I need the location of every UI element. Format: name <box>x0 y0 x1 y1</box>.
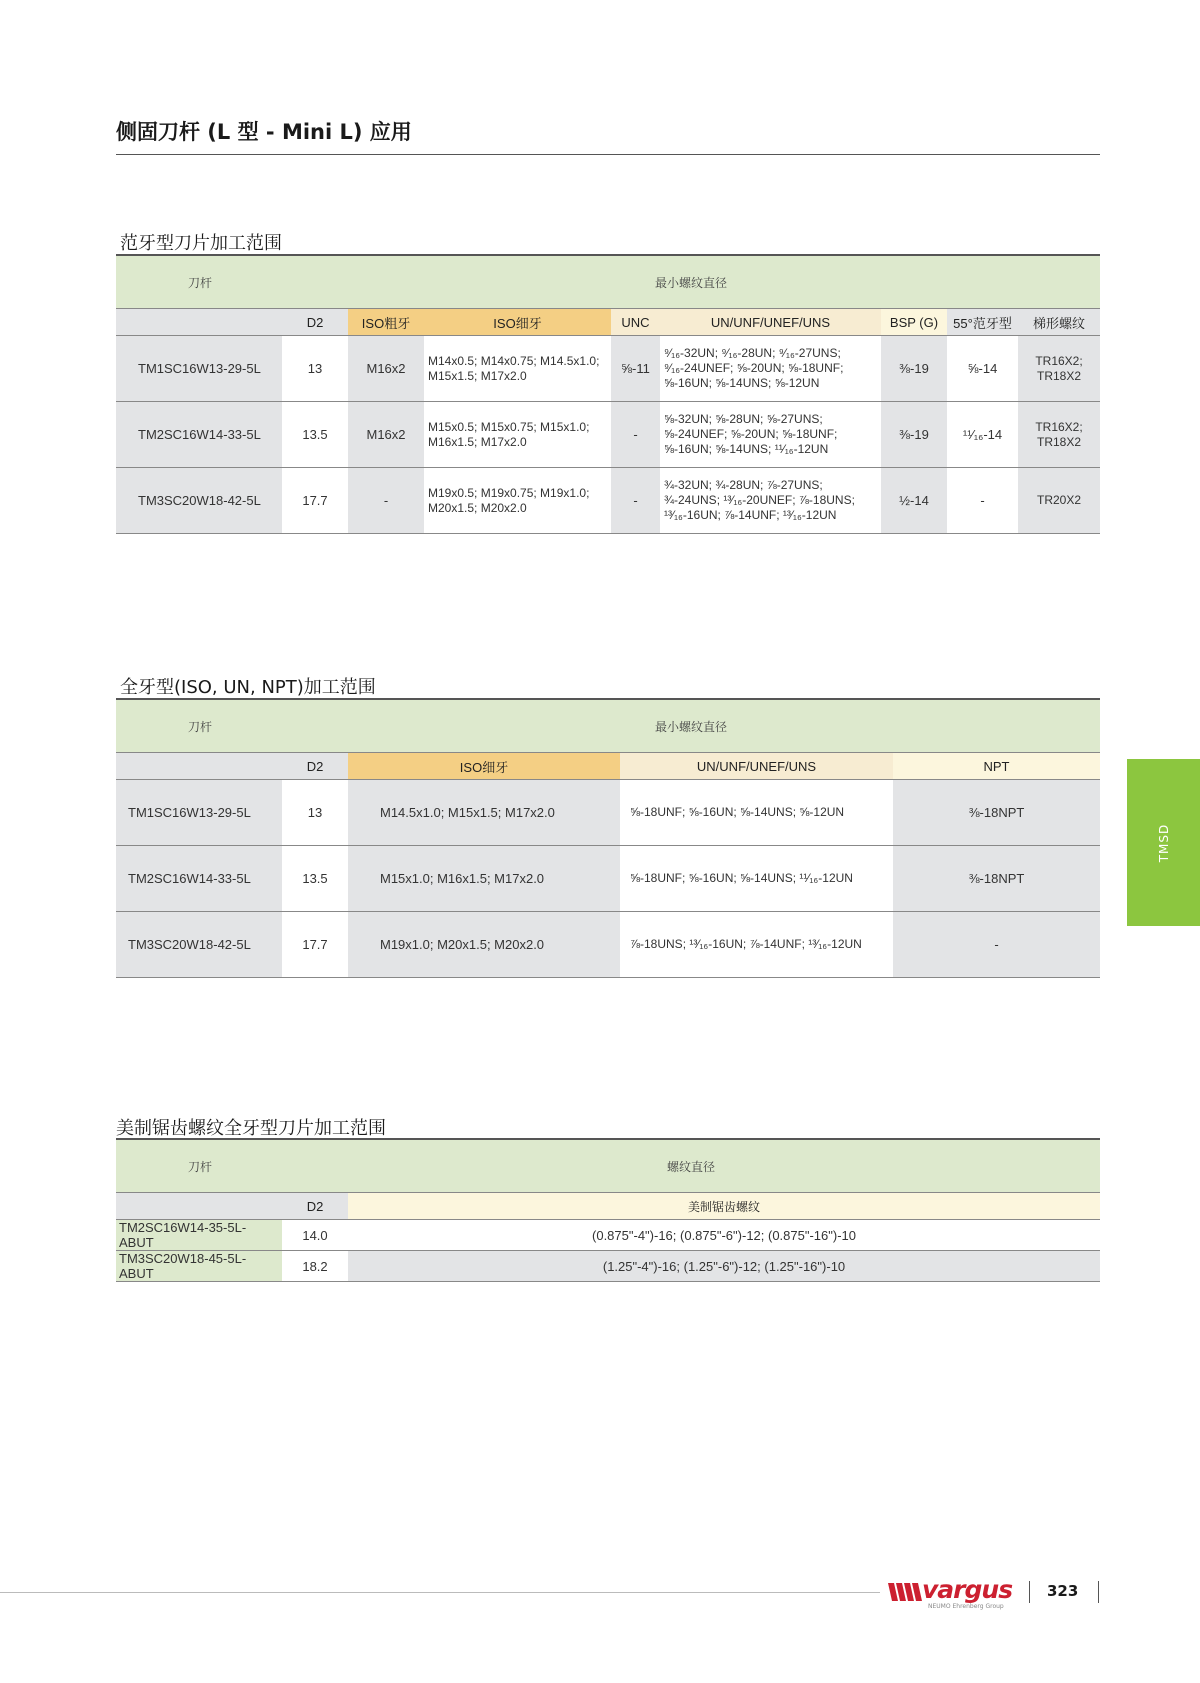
d2-cell: 13 <box>282 336 348 402</box>
bsp-cell: ⅜-19 <box>881 336 947 402</box>
holder-cell: TM3SC20W18-45-5L-ABUT <box>116 1251 282 1282</box>
section-title-3: 美制锯齿螺纹全牙型刀片加工范围 <box>116 1118 386 1139</box>
buttress-cell: (0.875"-4")-16; (0.875"-6")-12; (0.875"-16")-10 <box>348 1220 1100 1251</box>
header-holder: 刀杆 <box>116 255 282 309</box>
col-npt: NPT <box>893 753 1100 780</box>
table-row <box>116 402 1100 468</box>
trap-cell: TR16X2; TR18X2 <box>1018 402 1100 468</box>
side-tab-tmsd[interactable] <box>1127 759 1200 926</box>
w55-cell: - <box>947 468 1018 534</box>
table-standard-profile <box>116 254 1100 534</box>
page-title: 侧固刀杆 (L 型 - Mini L) 应用 <box>116 120 412 144</box>
unc-cell: - <box>611 468 660 534</box>
d2-cell: 18.2 <box>282 1251 348 1282</box>
iso-fine-cell: M15x0.5; M15x0.75; M15x1.0; M16x1.5; M17x2.0 <box>424 402 611 468</box>
vargus-logo-mark-icon <box>888 1583 922 1601</box>
un-cell: ⅝-32UN; ⅝-28UN; ⅝-27UNS; ⅝-24UNEF; ⅝-20UN; ⅝-18UNF; ⅝-16UN; ⅝-14UNS; ¹¹⁄₁₆-12UN <box>660 402 881 468</box>
holder-cell: TM3SC20W18-42-5L <box>116 912 282 978</box>
holder-cell: TM3SC20W18-42-5L <box>116 468 282 534</box>
holder-cell: TM1SC16W13-29-5L <box>116 336 282 402</box>
d2-cell: 13.5 <box>282 846 348 912</box>
header-min-diameter: 最小螺纹直径 <box>282 699 1100 753</box>
title-rule <box>116 154 1100 155</box>
section-title-2: 全牙型(ISO, UN, NPT)加工范围 <box>120 677 376 698</box>
table-full-profile <box>116 698 1100 978</box>
holder-cell: TM2SC16W14-33-5L <box>116 846 282 912</box>
un-cell: ¾-32UN; ¾-28UN; ⅞-27UNS; ¾-24UNS; ¹³⁄₁₆-20UNEF; ⅞-18UNS; ¹³⁄₁₆-16UN; ⅞-14UNF; ¹³⁄₁₆-12UN <box>660 468 881 534</box>
footer-line <box>0 1592 880 1593</box>
table-row <box>116 336 1100 402</box>
col-d2: D2 <box>282 309 348 336</box>
col-d2: D2 <box>282 753 348 780</box>
page-number: 323 <box>1047 1582 1079 1600</box>
header-holder: 刀杆 <box>116 699 282 753</box>
un-cell: ⁹⁄₁₆-32UN; ⁹⁄₁₆-28UN; ⁹⁄₁₆-27UNS; ⁹⁄₁₆-24UNEF; ⅝-20UN; ⅝-18UNF; ⅝-16UN; ⅝-14UNS; ⅝-12UN <box>660 336 881 402</box>
d2-cell: 13 <box>282 780 348 846</box>
holder-cell: TM1SC16W13-29-5L <box>116 780 282 846</box>
col-iso-coarse: ISO粗牙 <box>348 309 424 336</box>
section-title-1: 范牙型刀片加工范围 <box>120 233 282 254</box>
iso-fine-cell: M15x1.0; M16x1.5; M17x2.0 <box>348 846 620 912</box>
col-unc: UNC <box>611 309 660 336</box>
npt-cell: ⅜-18NPT <box>893 846 1100 912</box>
footer-separator <box>1029 1581 1030 1603</box>
d2-cell: 13.5 <box>282 402 348 468</box>
d2-cell: 14.0 <box>282 1220 348 1251</box>
table-buttress <box>116 1138 1100 1282</box>
iso-fine-cell: M14x0.5; M14x0.75; M14.5x1.0; M15x1.5; M17x2.0 <box>424 336 611 402</box>
holder-cell: TM2SC16W14-35-5L-ABUT <box>116 1220 282 1251</box>
col-buttress: 美制锯齿螺纹 <box>348 1193 1100 1220</box>
col-holder <box>116 1193 282 1220</box>
un-cell: ⅝-18UNF; ⅝-16UN; ⅝-14UNS; ⅝-12UN <box>620 780 893 846</box>
iso-fine-cell: M19x0.5; M19x0.75; M19x1.0; M20x1.5; M20x2.0 <box>424 468 611 534</box>
iso-coarse-cell: M16x2 <box>348 402 424 468</box>
iso-coarse-cell: M16x2 <box>348 336 424 402</box>
bsp-cell: ½-14 <box>881 468 947 534</box>
npt-cell: ⅜-18NPT <box>893 780 1100 846</box>
col-trapezoidal: 梯形螺纹 <box>1018 309 1100 336</box>
vargus-logo-text: vargus <box>922 1575 1013 1604</box>
bsp-cell: ⅜-19 <box>881 402 947 468</box>
col-bsp: BSP (G) <box>881 309 947 336</box>
unc-cell: ⅝-11 <box>611 336 660 402</box>
col-holder <box>116 309 282 336</box>
iso-fine-cell: M19x1.0; M20x1.5; M20x2.0 <box>348 912 620 978</box>
col-un-unf: UN/UNF/UNEF/UNS <box>660 309 881 336</box>
col-holder <box>116 753 282 780</box>
header-diameter: 螺纹直径 <box>282 1139 1100 1193</box>
vargus-logo <box>888 1576 1030 1612</box>
table-row <box>116 468 1100 534</box>
d2-cell: 17.7 <box>282 468 348 534</box>
w55-cell: ¹¹⁄₁₆-14 <box>947 402 1018 468</box>
header-holder: 刀杆 <box>116 1139 282 1193</box>
holder-cell: TM2SC16W14-33-5L <box>116 402 282 468</box>
col-d2: D2 <box>282 1193 348 1220</box>
iso-coarse-cell: - <box>348 468 424 534</box>
header-min-diameter: 最小螺纹直径 <box>282 255 1100 309</box>
side-tab-label: TMSD <box>1156 823 1171 862</box>
buttress-cell: (1.25"-4")-16; (1.25"-6")-12; (1.25"-16")-10 <box>348 1251 1100 1282</box>
d2-cell: 17.7 <box>282 912 348 978</box>
w55-cell: ⅝-14 <box>947 336 1018 402</box>
npt-cell: - <box>893 912 1100 978</box>
unc-cell: - <box>611 402 660 468</box>
footer-separator <box>1098 1581 1099 1603</box>
un-cell: ⅝-18UNF; ⅝-16UN; ⅝-14UNS; ¹¹⁄₁₆-12UN <box>620 846 893 912</box>
col-iso-fine: ISO细牙 <box>348 753 620 780</box>
trap-cell: TR16X2; TR18X2 <box>1018 336 1100 402</box>
col-55-whitworth: 55°范牙型 <box>947 309 1018 336</box>
table-header-row <box>116 255 1100 309</box>
un-cell: ⅞-18UNS; ¹³⁄₁₆-16UN; ⅞-14UNF; ¹³⁄₁₆-12UN <box>620 912 893 978</box>
table-subheader-row <box>116 1193 1100 1220</box>
table-row <box>116 846 1100 912</box>
trap-cell: TR20X2 <box>1018 468 1100 534</box>
table-row <box>116 1251 1100 1282</box>
col-un-unf: UN/UNF/UNEF/UNS <box>620 753 893 780</box>
vargus-logo-subtitle: NEUMO Ehrenberg Group <box>928 1603 1004 1610</box>
iso-fine-cell: M14.5x1.0; M15x1.5; M17x2.0 <box>348 780 620 846</box>
table-subheader-row <box>116 753 1100 780</box>
table-row <box>116 1220 1100 1251</box>
table-row <box>116 912 1100 978</box>
table-subheader-row <box>116 309 1100 336</box>
table-header-row <box>116 1139 1100 1193</box>
col-iso-fine: ISO细牙 <box>424 309 611 336</box>
table-header-row <box>116 699 1100 753</box>
table-row <box>116 780 1100 846</box>
